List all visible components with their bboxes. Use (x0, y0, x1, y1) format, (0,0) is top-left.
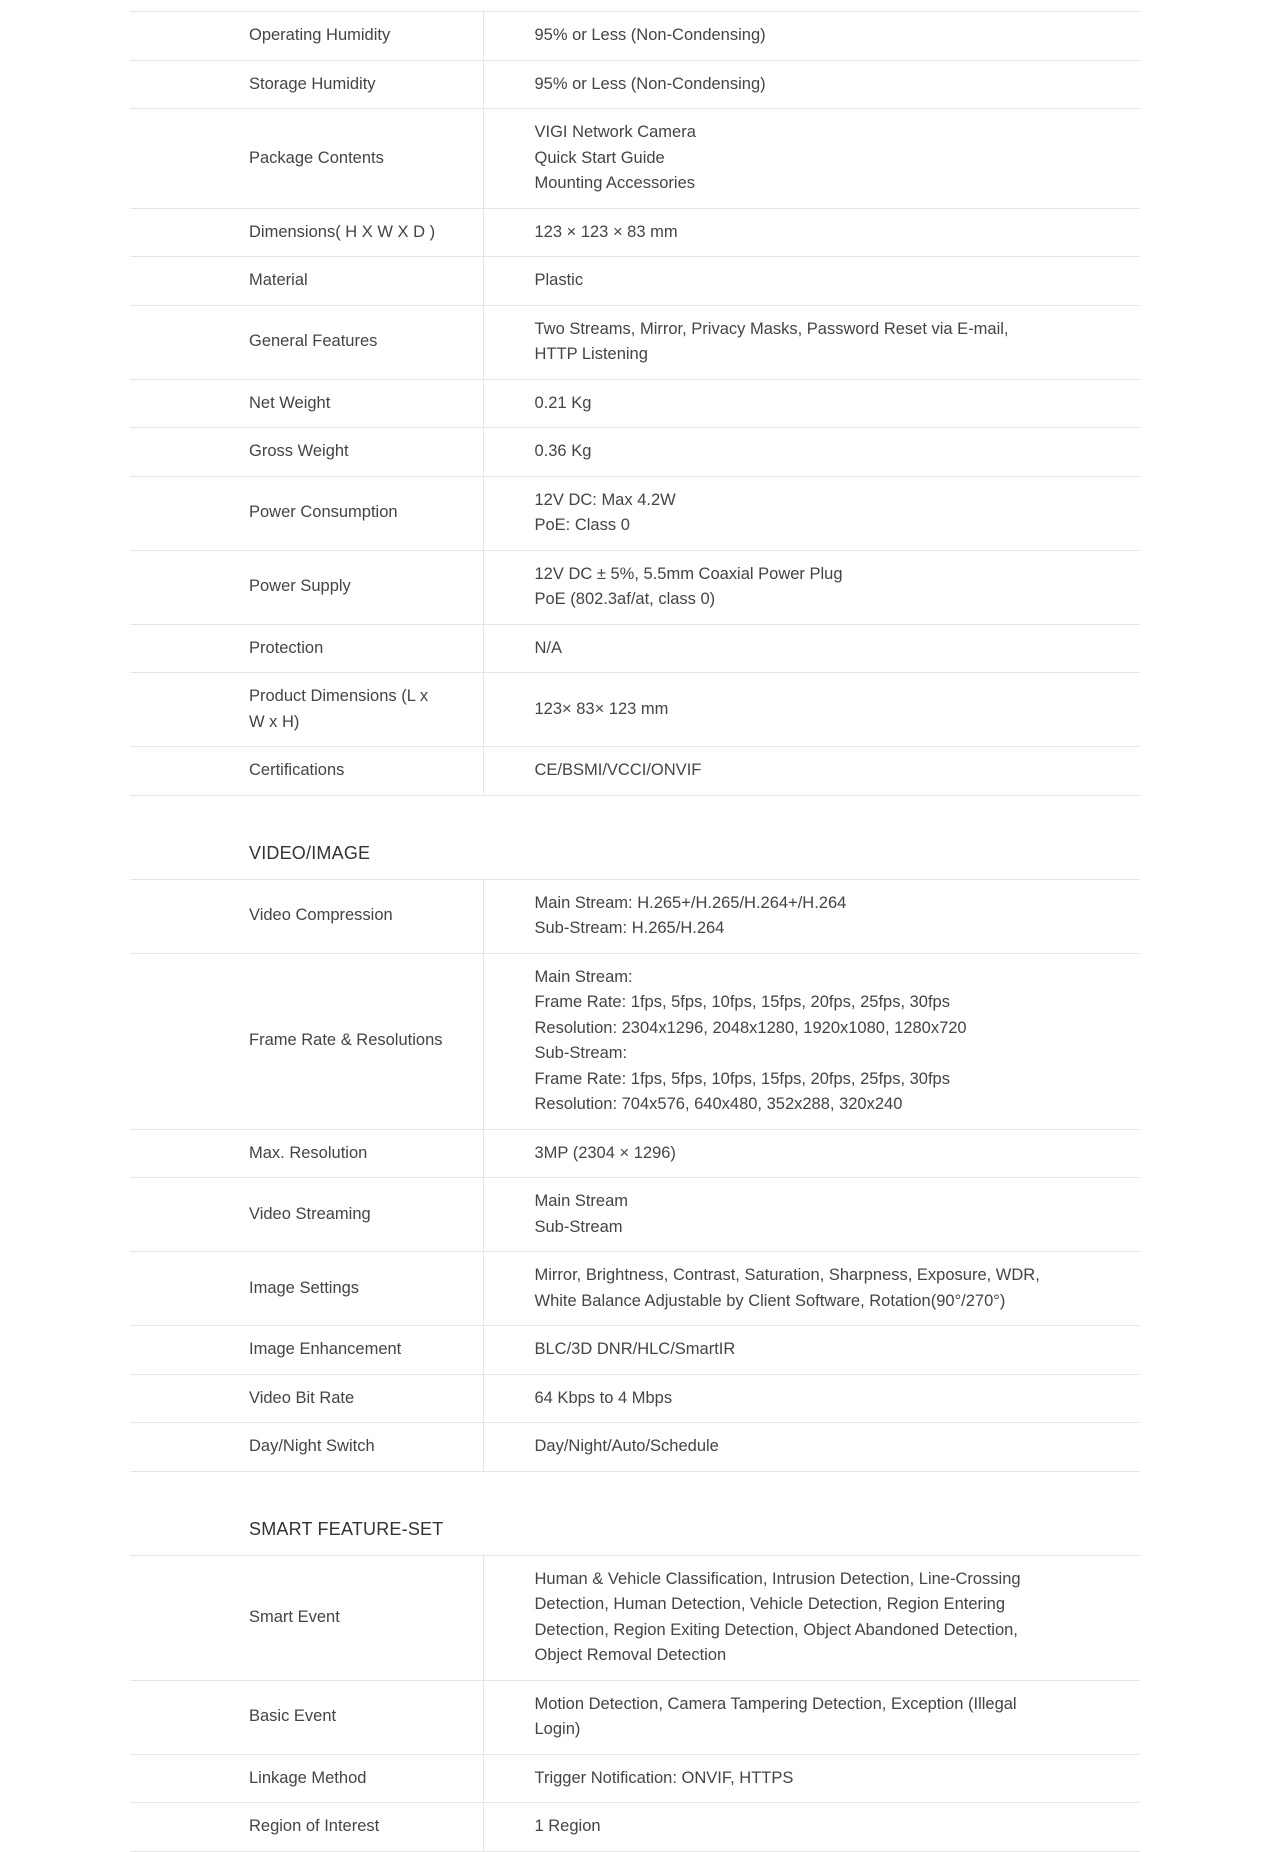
spec-value (483, 1129, 1140, 1178)
spec-value-line: Human & Vehicle Classification, Intrusion Detection, Line-Crossing Detection, Human Detection, Vehicle Detection, Region Entering Detection, Region Exiting Detection, Object Abandoned Detection, Object Removal Detection (534, 1569, 1021, 1664)
spec-row-image-settings (130, 1252, 1140, 1326)
spec-value-line: PoE: Class 0 (534, 516, 630, 534)
spec-row-power-supply (130, 550, 1140, 624)
spec-value-line: 3MP (2304 × 1296) (534, 1143, 676, 1162)
spec-value (483, 379, 1140, 428)
spec-row-dimensions-h-x-w-x-d (130, 208, 1140, 257)
spec-value (483, 747, 1140, 796)
spec-label: Day/Night Switch (130, 1423, 483, 1472)
spec-label: Power Consumption (130, 476, 483, 550)
spec-section-smart-feature-set (130, 1472, 1140, 1852)
spec-row-storage-humidity (130, 60, 1140, 109)
spec-value-line: Trigger Notification: ONVIF, HTTPS (534, 1768, 794, 1787)
spec-label: Power Supply (130, 550, 483, 624)
spec-row-certifications (130, 747, 1140, 796)
spec-row-general-features (130, 305, 1140, 379)
spec-label: Package Contents (130, 109, 483, 209)
spec-value-line: VIGI Network Camera (534, 123, 696, 141)
spec-value-line: Frame Rate: 1fps, 5fps, 10fps, 15fps, 20fps, 25fps, 30fps (534, 1069, 950, 1088)
spec-row-smart-event (130, 1555, 1140, 1680)
spec-row-material (130, 257, 1140, 306)
spec-value (483, 1555, 1140, 1680)
spec-row-image-enhancement (130, 1326, 1140, 1375)
spec-value-line: Resolution: 2304x1296, 2048x1280, 1920x1080, 1280x720 (534, 1018, 967, 1037)
spec-value (483, 953, 1140, 1129)
spec-label: Video Bit Rate (130, 1374, 483, 1423)
spec-value (483, 12, 1140, 61)
spec-label: Smart Event (130, 1555, 483, 1680)
spec-value (483, 550, 1140, 624)
section-title: VIDEO/IMAGE (249, 842, 371, 863)
spec-row-day-night-switch (130, 1423, 1140, 1472)
spec-value-line: 95% or Less (Non-Condensing) (534, 26, 766, 44)
spec-value-line: Motion Detection, Camera Tampering Detection, Exception (Illegal Login) (534, 1694, 1017, 1738)
spec-value-line: BLC/3D DNR/HLC/SmartIR (534, 1340, 736, 1358)
spec-value (483, 1326, 1140, 1375)
spec-row-video-streaming (130, 1178, 1140, 1252)
spec-label: Storage Humidity (130, 60, 483, 109)
spec-row-basic-event (130, 1680, 1140, 1754)
spec-table (130, 879, 1140, 1472)
spec-value (483, 257, 1140, 306)
spec-value-line: Frame Rate: 1fps, 5fps, 10fps, 15fps, 20fps, 25fps, 30fps (534, 993, 950, 1011)
spec-row-product-dimensions-l-x-w-x-h (130, 673, 1140, 747)
spec-value-line: Mirror, Brightness, Contrast, Saturation, Sharpness, Exposure, WDR, White Balance Adjustable by Client Software, Rotation(90°/270°) (534, 1266, 1040, 1310)
spec-value (483, 673, 1140, 747)
spec-table (130, 1555, 1140, 1852)
spec-value (483, 1680, 1140, 1754)
spec-value-line: 64 Kbps to 4 Mbps (534, 1388, 673, 1407)
spec-label: General Features (130, 305, 483, 379)
spec-value-line: Resolution: 704x576, 640x480, 352x288, 320x240 (534, 1095, 903, 1113)
spec-label: Dimensions( H X W X D ) (130, 208, 483, 257)
spec-value (483, 1803, 1140, 1852)
spec-row-power-consumption (130, 476, 1140, 550)
spec-row-gross-weight (130, 428, 1140, 477)
spec-value (483, 1423, 1140, 1472)
spec-label: Certifications (130, 747, 483, 796)
spec-value-line: Main Stream (534, 1192, 629, 1210)
spec-label: Image Settings (130, 1252, 483, 1326)
spec-label: Frame Rate & Resolutions (130, 953, 483, 1129)
section-title: SMART FEATURE-SET (249, 1518, 444, 1539)
spec-value (483, 879, 1140, 953)
spec-label: Material (130, 257, 483, 306)
spec-value-line: CE/BSMI/VCCI/ONVIF (534, 761, 702, 779)
spec-value-line: 123× 83× 123 mm (534, 699, 669, 718)
spec-value-line: 0.21 Kg (534, 393, 592, 412)
spec-label: Gross Weight (130, 428, 483, 477)
spec-value (483, 109, 1140, 209)
spec-value-line: Sub-Stream: H.265/H.264 (534, 919, 725, 937)
spec-value-line: Two Streams, Mirror, Privacy Masks, Password Reset via E-mail, HTTP Listening (534, 319, 1009, 363)
spec-sheet (130, 11, 1140, 1852)
spec-value (483, 476, 1140, 550)
spec-label: Region of Interest (130, 1803, 483, 1852)
spec-value (483, 624, 1140, 673)
spec-label: Product Dimensions (L x W x H) (130, 673, 483, 747)
spec-value (483, 1754, 1140, 1803)
spec-label: Operating Humidity (130, 12, 483, 61)
spec-value-line: 123 × 123 × 83 mm (534, 222, 678, 241)
spec-table (130, 11, 1140, 796)
spec-value (483, 1374, 1140, 1423)
spec-label: Basic Event (130, 1680, 483, 1754)
spec-row-region-of-interest (130, 1803, 1140, 1852)
spec-value (483, 1178, 1140, 1252)
spec-row-video-bit-rate (130, 1374, 1140, 1423)
spec-value (483, 428, 1140, 477)
spec-value-line: Sub-Stream: (534, 1044, 628, 1062)
spec-row-protection (130, 624, 1140, 673)
spec-label: Video Compression (130, 879, 483, 953)
spec-label: Video Streaming (130, 1178, 483, 1252)
spec-value-line: Quick Start Guide (534, 148, 665, 167)
spec-value-line: 95% or Less (Non-Condensing) (534, 74, 766, 93)
spec-row-net-weight (130, 379, 1140, 428)
spec-label: Max. Resolution (130, 1129, 483, 1178)
spec-row-frame-rate-resolutions (130, 953, 1140, 1129)
spec-value-line: Day/Night/Auto/Schedule (534, 1437, 719, 1455)
spec-value-line: Sub-Stream (534, 1217, 623, 1236)
spec-label: Net Weight (130, 379, 483, 428)
spec-value-line: 12V DC ± 5%, 5.5mm Coaxial Power Plug (534, 564, 843, 583)
spec-value-line: PoE (802.3af/at, class 0) (534, 590, 716, 608)
spec-value-line: 12V DC: Max 4.2W (534, 490, 676, 509)
spec-value-line: Plastic (534, 271, 584, 289)
spec-value-line: Main Stream: H.265+/H.265/H.264+/H.264 (534, 893, 847, 912)
spec-value-line: 0.36 Kg (534, 442, 592, 460)
spec-row-video-compression (130, 879, 1140, 953)
spec-value (483, 305, 1140, 379)
spec-value-line: Mounting Accessories (534, 174, 695, 192)
spec-value (483, 1252, 1140, 1326)
spec-value-line: Main Stream: (534, 967, 633, 986)
spec-value (483, 60, 1140, 109)
spec-label: Linkage Method (130, 1754, 483, 1803)
spec-value-line: 1 Region (534, 1817, 601, 1835)
spec-row-operating-humidity (130, 12, 1140, 61)
spec-section-general (130, 11, 1140, 796)
spec-label: Protection (130, 624, 483, 673)
spec-section-video-image (130, 796, 1140, 1472)
spec-label: Image Enhancement (130, 1326, 483, 1375)
spec-value (483, 208, 1140, 257)
spec-row-package-contents (130, 109, 1140, 209)
spec-value-line: N/A (534, 638, 563, 657)
spec-row-max-resolution (130, 1129, 1140, 1178)
spec-row-linkage-method (130, 1754, 1140, 1803)
